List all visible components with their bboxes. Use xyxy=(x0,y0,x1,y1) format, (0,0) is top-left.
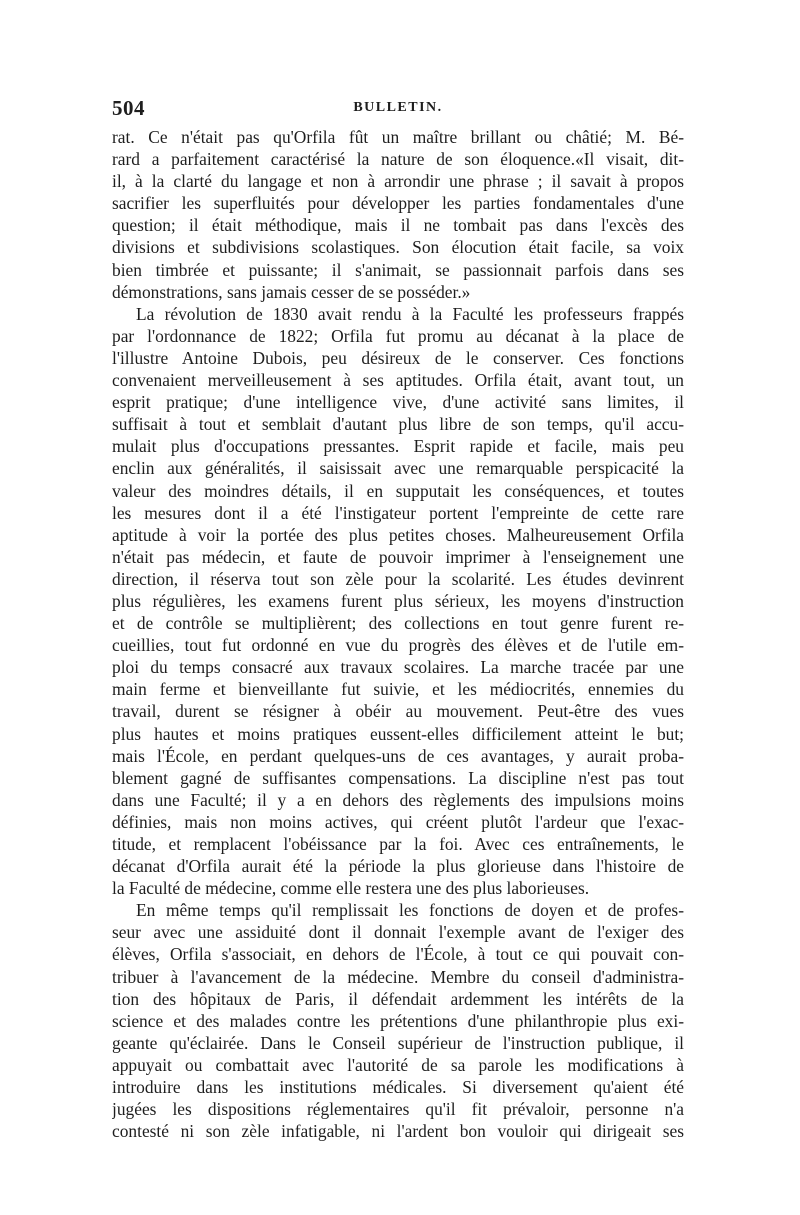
text-line: esprit pratique; d'une intelligence vive, d'une activité sans limites, il xyxy=(112,392,684,413)
text-line: jugées les dispositions réglementaires qu'il fit prévaloir, personne n'a xyxy=(112,1099,684,1120)
paragraph xyxy=(112,899,684,1142)
text-line: travail, durent se résigner à obéir au mouvement. Peut-être des vues xyxy=(112,701,684,722)
text-line: ploi du temps consacré aux travaux scolaires. La marche tracée par une xyxy=(112,657,684,678)
document-page xyxy=(112,96,684,1142)
text-line: dans une Faculté; il y a en dehors des règlements des impulsions moins xyxy=(112,789,684,810)
running-header xyxy=(112,96,684,122)
text-line: question; il était méthodique, mais il ne tombait pas dans l'excès des xyxy=(112,215,684,236)
text-line: En même temps qu'il remplissait les fonctions de doyen et de profes- xyxy=(136,900,684,921)
text-line: science et des malades contre les prétentions d'une philanthropie plus exi- xyxy=(112,1010,684,1031)
text-line: convenaient merveilleusement à ses aptitudes. Orfila était, avant tout, un xyxy=(112,370,684,391)
text-line: sacrifier les superfluités pour développer les parties fondamentales d'une xyxy=(112,193,684,214)
text-line: bien timbrée et puissante; il s'animait, se passionnait parfois dans ses xyxy=(112,259,684,280)
text-line: par l'ordonnance de 1822; Orfila fut promu au décanat à la place de xyxy=(112,325,684,346)
text-line: les mesures dont il a été l'instigateur portent l'empreinte de cette rare xyxy=(112,502,684,523)
text-line: appuyait ou combattait avec l'autorité de sa parole les modifications à xyxy=(112,1054,684,1075)
text-line: plus hautes et moins pratiques eussent-elles difficilement atteint le but; xyxy=(112,723,684,744)
text-line: cueillies, tout fut ordonné en vue du progrès des élèves et de l'utile em- xyxy=(112,635,684,656)
text-line: geante qu'éclairée. Dans le Conseil supérieur de l'instruction publique, il xyxy=(112,1032,684,1053)
text-line: plus régulières, les examens furent plus sérieux, les moyens d'instruction xyxy=(112,590,684,611)
text-line: main ferme et bienveillante fut suivie, et les médiocrités, ennemies du xyxy=(112,679,684,700)
text-line: introduire dans les institutions médicales. Si diversement qu'aient été xyxy=(112,1077,684,1098)
paragraph xyxy=(112,126,684,303)
body-text xyxy=(112,126,684,1142)
text-line: seur avec une assiduité dont il donnait l'exemple avant de l'exiger des xyxy=(112,922,684,943)
text-line: La révolution de 1830 avait rendu à la Faculté les professeurs frappés xyxy=(136,303,684,324)
text-line: rat. Ce n'était pas qu'Orfila fût un maître brillant ou châtié; M. Bé- xyxy=(112,127,684,147)
page-number: 504 xyxy=(112,96,145,120)
text-line: contesté ni son zèle infatigable, ni l'ardent bon vouloir qui dirigeait ses xyxy=(112,1121,684,1142)
text-line: tribuer à l'avancement de la médecine. Membre du conseil d'administra- xyxy=(112,966,684,987)
text-line: mulait plus d'occupations pressantes. Esprit rapide et facile, mais peu xyxy=(112,436,684,457)
text-line: élèves, Orfila s'associait, en dehors de l'École, à tout ce qui pouvait con- xyxy=(112,944,684,965)
text-line: enclin aux généralités, il saisissait avec une remarquable perspicacité la xyxy=(112,458,684,479)
text-line: rard a parfaitement caractérisé la nature de son éloquence.«Il visait, dit- xyxy=(112,149,684,170)
text-line: valeur des moindres détails, il en supputait les conséquences, et toutes xyxy=(112,480,684,501)
text-line: la Faculté de médecine, comme elle restera une des plus laborieuses. xyxy=(112,878,590,899)
text-line: suffisait à tout et semblait d'autant plus libre de son temps, qu'il accu- xyxy=(112,414,684,435)
running-title: BULLETIN. xyxy=(353,100,443,115)
paragraph xyxy=(112,303,684,900)
text-line: blement gagné de suffisantes compensations. La discipline n'est pas tout xyxy=(112,767,684,788)
text-line: titude, et remplacent l'obéissance par la foi. Avec ces entraînements, le xyxy=(112,834,684,854)
text-line: décanat d'Orfila aurait été la période la plus glorieuse dans l'histoire de xyxy=(112,856,684,877)
text-line: il, à la clarté du langage et non à arrondir une phrase ; il savait à propos xyxy=(112,171,684,192)
text-line: démonstrations, sans jamais cesser de se posséder.» xyxy=(112,281,471,302)
text-line: divisions et subdivisions scolastiques. Son élocution était facile, sa voix xyxy=(112,237,684,258)
text-line: l'illustre Antoine Dubois, peu désireux de le conserver. Ces fonctions xyxy=(112,347,684,368)
text-line: et de contrôle se multiplièrent; des collections en tout genre furent re- xyxy=(112,613,684,634)
text-line: aptitude à voir la portée des plus petites choses. Malheureusement Orfila xyxy=(112,524,684,545)
text-line: direction, il réserva tout son zèle pour la scolarité. Les études devinrent xyxy=(112,568,684,589)
text-line: n'était pas médecin, et faute de pouvoir imprimer à l'enseignement une xyxy=(112,546,684,567)
text-line: tion des hôpitaux de Paris, il défendait ardemment les intérêts de la xyxy=(112,988,684,1009)
text-line: mais l'École, en perdant quelques-uns de ces avantages, y aurait proba- xyxy=(112,745,684,766)
text-line: définies, mais non moins actives, qui créent plutôt l'ardeur que l'exac- xyxy=(112,811,684,832)
